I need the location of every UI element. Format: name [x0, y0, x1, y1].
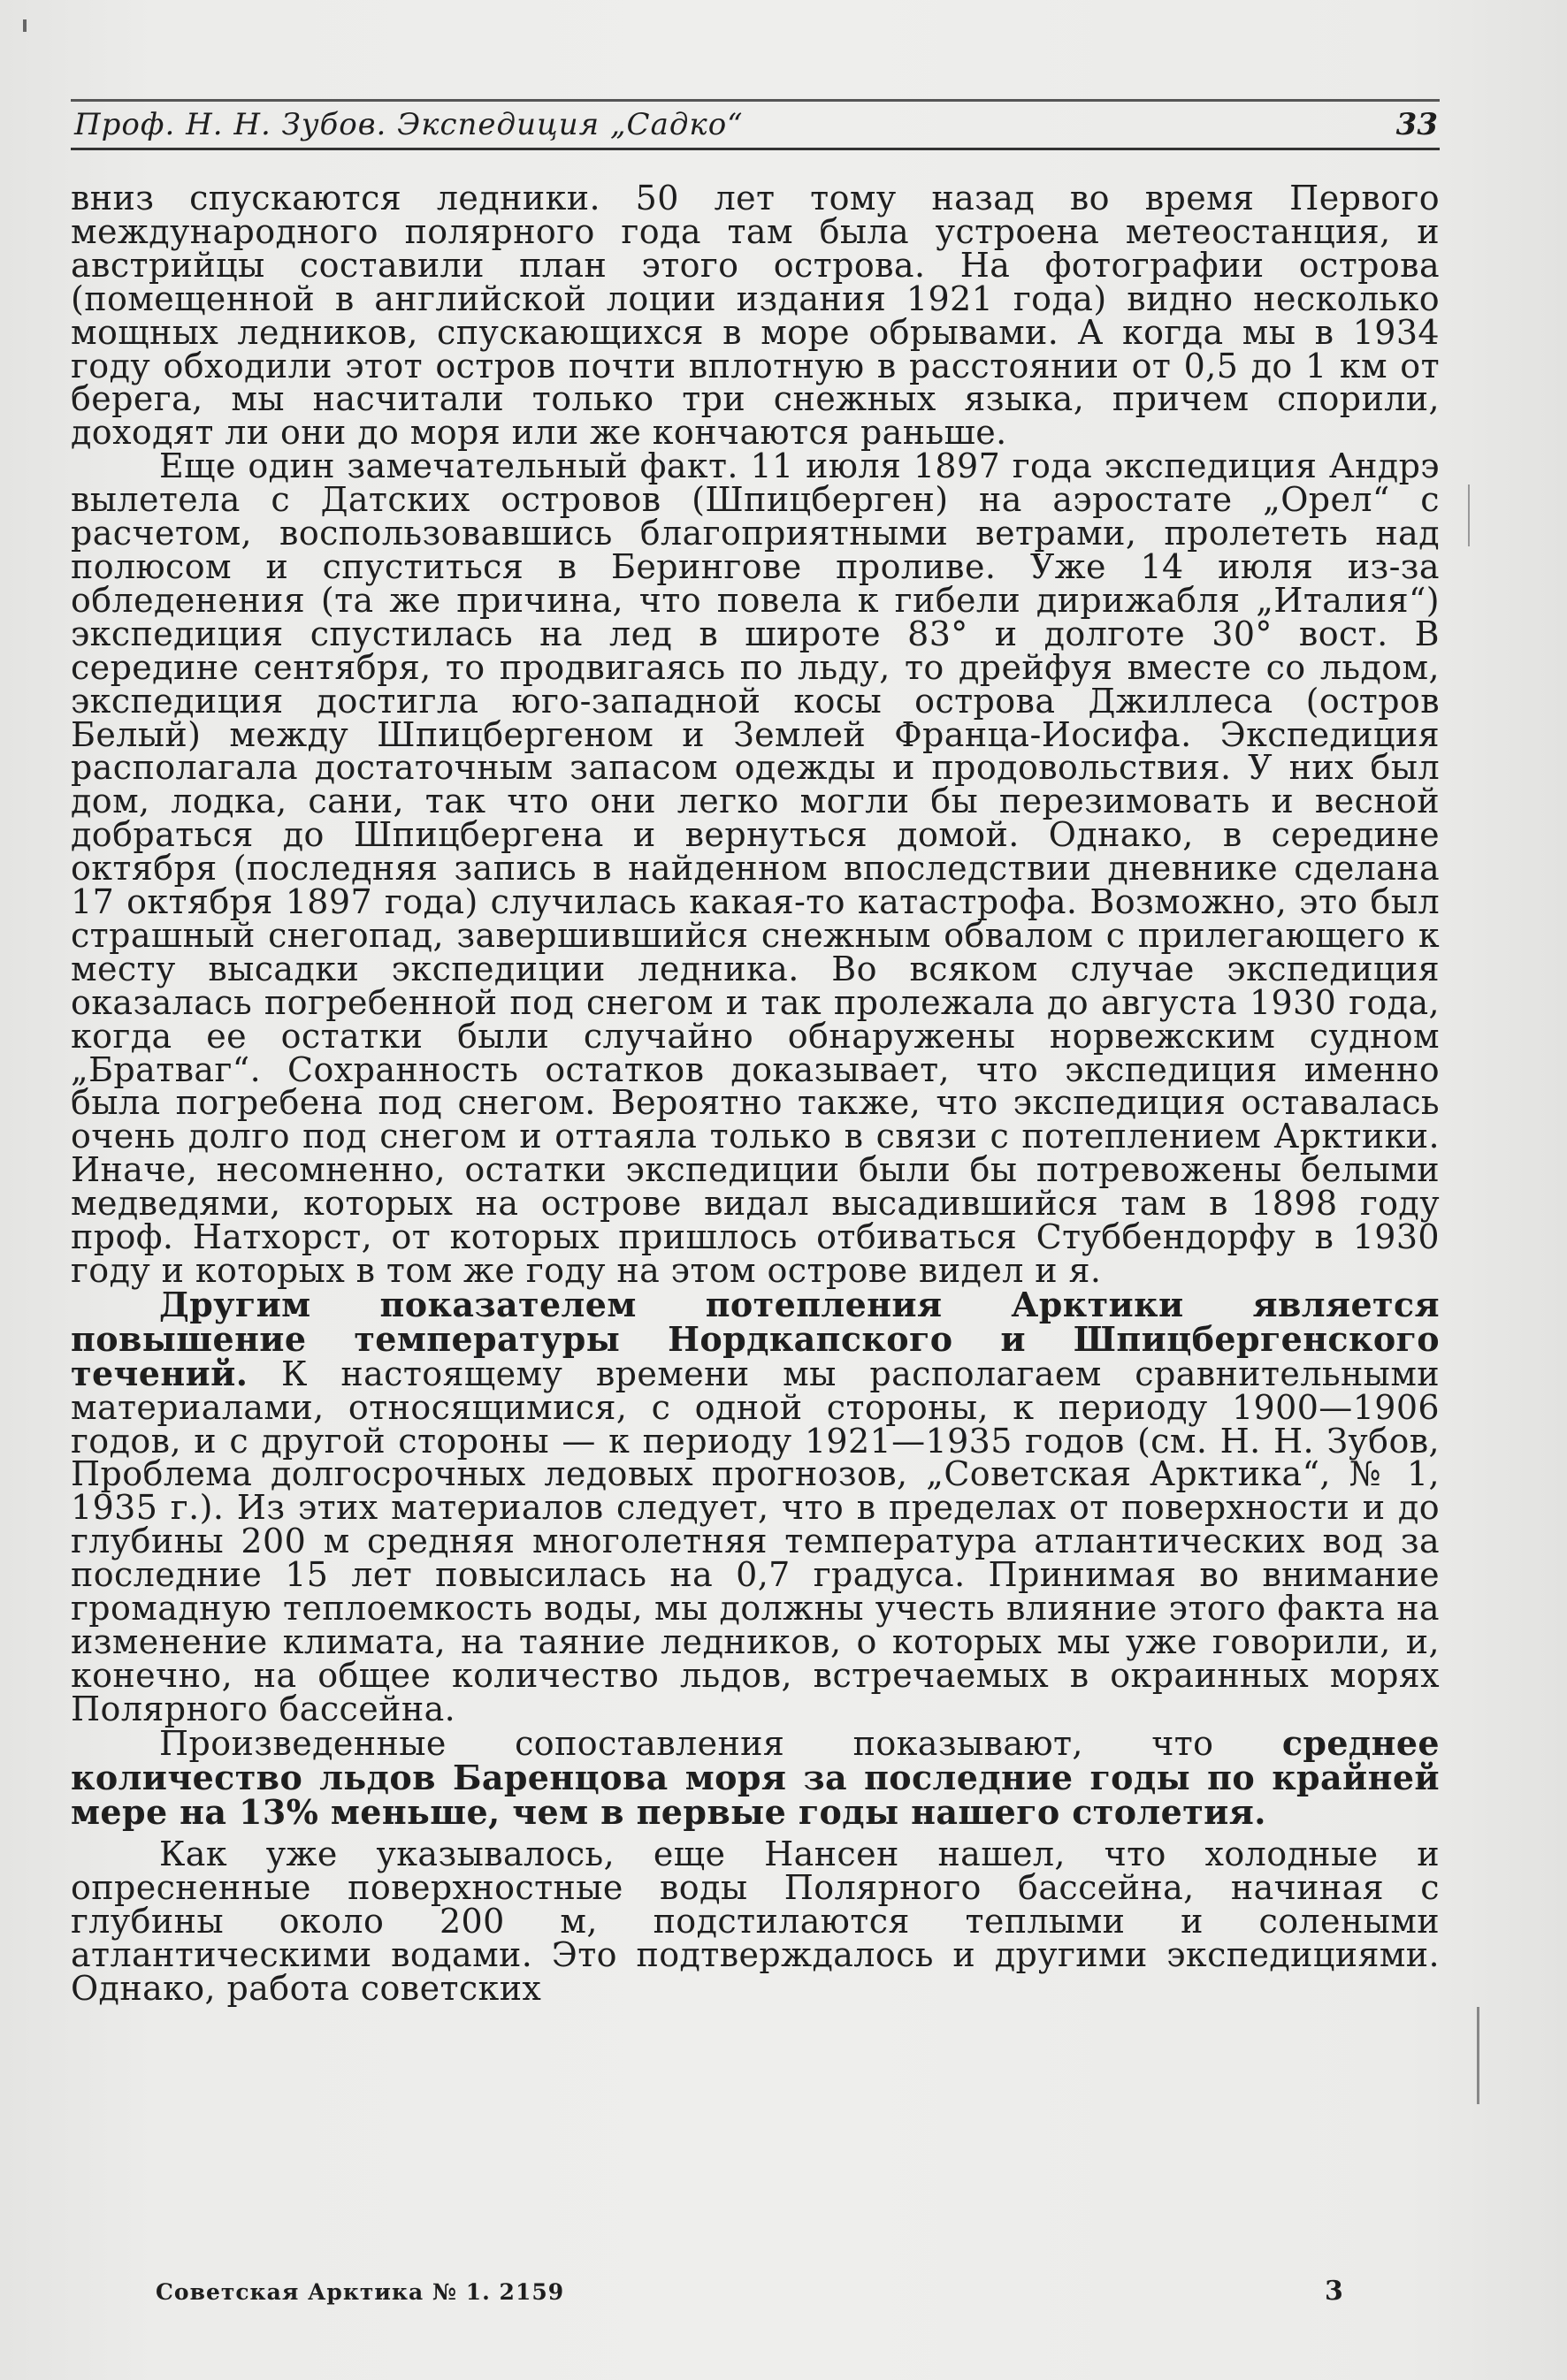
scan-mark — [23, 19, 27, 32]
footer-sheet-number: 3 — [1325, 2276, 1343, 2307]
paragraph-4 — [71, 1722, 1440, 1832]
header-title: Проф. Н. Н. Зубов. Экспедиция „Садко“ — [74, 107, 744, 142]
paragraph-3-bold: Другим показателем потепления Арктики является повышение температуры Нордкапского и Шпицбергенского течений. — [71, 1284, 1440, 1393]
scan-mark — [1468, 484, 1470, 546]
running-header — [71, 99, 1440, 150]
article-body — [71, 179, 1440, 2009]
paragraph-3 — [71, 1284, 1440, 1728]
header-page-number: 33 — [1395, 107, 1438, 142]
paragraph-5: Как уже указывалось, еще Нансен нашел, что холодные и опресненные поверхностные воды Полярного бассейна, начиная с глубины около 200 м, подстилаются теплыми и солеными атлантическими водами. Это подтверждалось и другими экспедициями. Однако, работа советских — [71, 1835, 1440, 2009]
paragraph-4-bold: среднее количество льдов Баренцова моря за последние годы по крайней мере на 13% меньше, чем в первые годы нашего столетия. — [71, 1722, 1440, 1832]
paragraph-4-text: Произведенные сопоставления показывают, что — [159, 1723, 1282, 1763]
footer-journal: Советская Арктика № 1. 2159 — [156, 2279, 565, 2305]
paragraph-3-text: К настоящему времени мы располагаем сравнительными материалами, относящимися, с одной стороны, к периоду 1900—1906 годов, и с другой стороны — к периоду 1921—1935 годов (см. Н. Н. Зубов, Проблема долгосрочных ледовых прогнозов, „Советская Арктика“, № 1, 1935 г.). Из этих материалов следует, что в пределах от поверхности и до глубины 200 м средняя многолетняя температура атлантических вод за последние 15 лет повысилась на 0,7 градуса. Принимая во внимание громадную теплоемкость воды, мы должны учесть влияние этого факта на изменение климата, на таяние ледников, о которых мы уже говорили, и, конечно, на общее количество льдов, встречаемых в окраинных морях Полярного бассейна. — [71, 1354, 1440, 1728]
paragraph-2: Еще один замечательный факт. 11 июля 1897 года экспедиция Андрэ вылетела с Датских островов (Шпицберген) на аэростате „Орел“ с расчетом, воспользовавшись благоприятными ветрами, пролететь над полюсом и спуститься в Беринговe проливе. Уже 14 июля из-за обледенения (та же причина, что повела к гибели дирижабля „Италия“) экспедиция спустилась на лед в широте 83° и долготе 30° вост. В середине сентября, то продвигаясь по льду, то дрейфуя вместе со льдом, экспедиция достигла юго-западной косы острова Джиллеса (остров Белый) между Шпицбергеном и Землей Франца-Иосифа. Экспедиция располагала достаточным запасом одежды и продовольствия. У них был дом, лодка, сани, так что они легко могли бы перезимовать и весной добраться до Шпицбергена и вернуться домой. Однако, в середине октября (последняя запись в найденном впоследствии дневнике сделана 17 октября 1897 года) случилась какая-то катастрофа. Возможно, это был страшный снегопад, завершившийся снежным обвалом с прилегающего к месту высадки экспедиции ледника. Во всяком случае экспедиция оказалась погребенной под снегом и так пролежала до августа 1930 года, когда ее остатки были случайно обнаружены норвежским судном „Братвaг“. Сохранность остатков доказывает, что экспедиция именно была погребена под снегом. Вероятно также, что экспедиция оставалась очень долго под снегом и оттаяла только в связи с потеплением Арктики. Иначе, несомненно, остатки экспедиции были бы потревожены белыми медведями, которых на острове видал высадившийся там в 1898 году проф. Натхорст, от которых пришлось отбиваться Стуббендорфу в 1930 году и которых в том же году на этом острове видел и я. — [71, 446, 1440, 1290]
scan-mark — [1477, 2007, 1479, 2104]
paragraph-1: вниз спускаются ледники. 50 лет тому назад во время Первого международного полярного года там была устроена метеостанция, и австрийцы составили план этого острова. На фотографии острова (помещенной в английской лоции издания 1921 года) видно несколько мощных ледников, спускающихся в море обрывами. А когда мы в 1934 году обходили этот остров почти вплотную в расстоянии от 0,5 до 1 км от берега, мы насчитали только три снежных языка, причем спорили, доходят ли они до моря или же кончаются раньше. — [71, 179, 1440, 453]
